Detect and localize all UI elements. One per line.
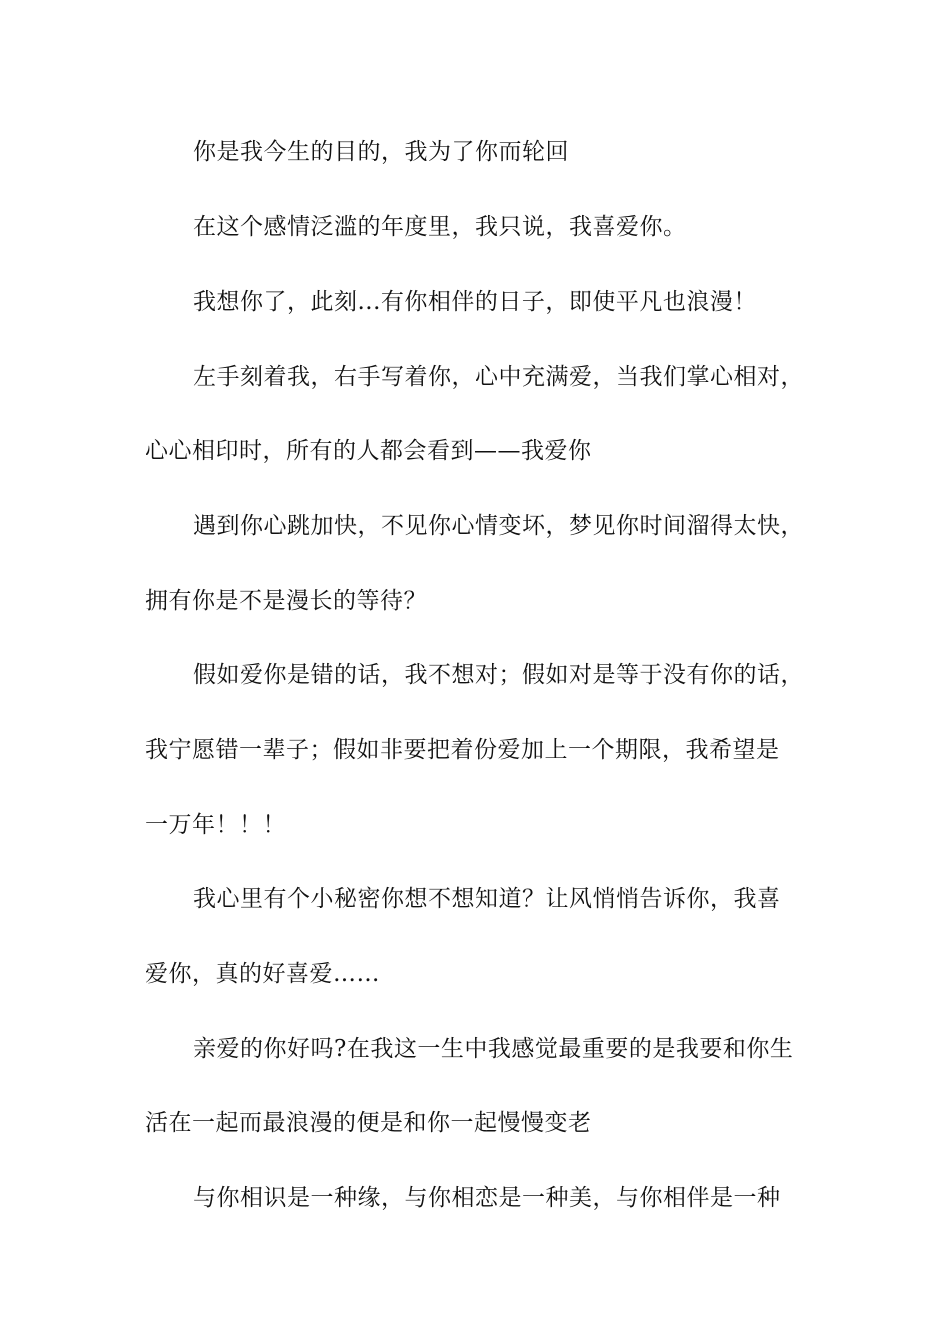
text-line-15: 与你相识是一种缘，与你相恋是一种美，与你相伴是一种 [193,1185,781,1211]
text-line-12: 爱你，真的好喜爱…… [145,961,380,987]
text-line-1: 你是我今生的目的，我为了你而轮回 [193,139,569,165]
text-line-3: 我想你了，此刻...有你相伴的日子，即使平凡也浪漫！ [193,289,757,315]
text-line-7: 拥有你是不是漫长的等待？ [145,588,427,614]
text-line-14: 活在一起而最浪漫的便是和你一起慢慢变老 [145,1110,592,1136]
text-line-6: 遇到你心跳加快，不见你心情变坏，梦见你时间溜得太快， [193,513,804,539]
text-line-2: 在这个感情泛滥的年度里，我只说，我喜爱你。 [193,214,687,240]
text-line-8: 假如爱你是错的话，我不想对；假如对是等于没有你的话， [193,662,804,688]
text-line-5: 心心相印时，所有的人都会看到——我爱你 [145,438,592,464]
text-line-10: 一万年！！！ [145,812,286,838]
text-line-9: 我宁愿错一辈子；假如非要把着份爱加上一个期限，我希望是 [145,737,780,763]
text-line-4: 左手刻着我，右手写着你，心中充满爱，当我们掌心相对， [193,364,804,390]
text-line-11: 我心里有个小秘密你想不想知道？让风悄悄告诉你，我喜 [193,886,781,912]
text-line-13: 亲爱的你好吗?在我这一生中我感觉最重要的是我要和你生 [193,1036,794,1062]
